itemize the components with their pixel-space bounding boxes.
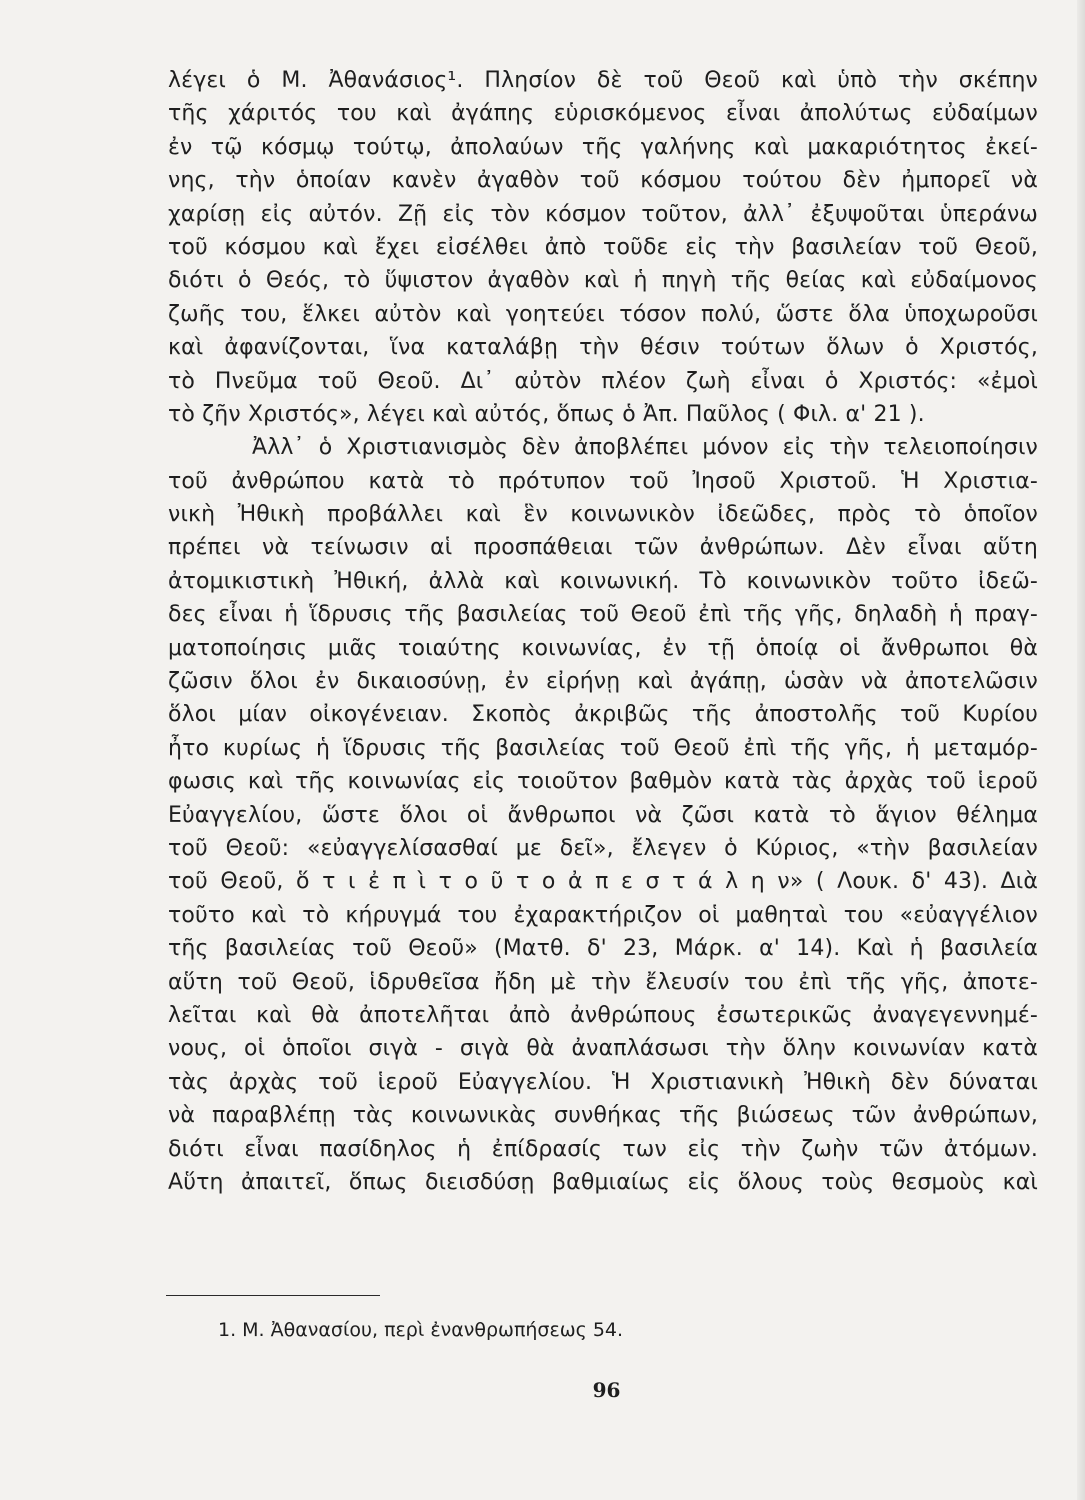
- text-line: τὸ ζῆν Χριστός», λέγει καὶ αὐτός, ὅπως ὁ Ἀπ. Παῦλος ( Φιλ. α' 21 ).: [168, 401, 925, 427]
- text-line: νους, οἱ ὁποῖοι σιγὰ - σιγὰ θὰ ἀναπλάσωσι τὴν ὅλην κοινωνίαν κατὰ: [168, 1036, 1038, 1062]
- text-line: ἀτομικιστικὴ Ἠθική, ἀλλὰ καὶ κοινωνική. Τὸ κοινωνικὸν τοῦτο ἰδεῶ-: [168, 568, 1038, 594]
- text-line: νης, τὴν ὁποίαν κανὲν ἀγαθὸν τοῦ κόσμου τούτου δὲν ἠμπορεῖ νὰ: [168, 168, 1038, 194]
- text-line: τοῦτο καὶ τὸ κήρυγμά του ἐχαρακτήριζον οἱ μαθηταὶ του «εὐαγγέλιον: [168, 902, 1038, 928]
- text-line: νικὴ Ἠθικὴ προβάλλει καὶ ἓν κοινωνικὸν ἰδεῶδες, πρὸς τὸ ὁποῖον: [168, 502, 1038, 528]
- text-line: δες εἶναι ἡ ἵδρυσις τῆς βασιλείας τοῦ Θεοῦ ἐπὶ τῆς γῆς, δηλαδὴ ἡ πραγ-: [168, 602, 1038, 628]
- text-line: ζῶσιν ὅλοι ἐν δικαιοσύνῃ, ἐν εἰρήνῃ καὶ ἀγάπῃ, ὡσὰν νὰ ἀποτελῶσιν: [168, 669, 1038, 695]
- text-line: φωσις καὶ τῆς κοινωνίας εἰς τοιοῦτον βαθμὸν κατὰ τὰς ἀρχὰς τοῦ ἱεροῦ: [168, 769, 1038, 795]
- text-line: ἐν τῷ κόσμῳ τούτῳ, ἀπολαύων τῆς γαλήνης καὶ μακαριότητος ἐκεί-: [168, 134, 1038, 160]
- text-line: ζωῆς του, ἕλκει αὐτὸν καὶ γοητεύει τόσον πολύ, ὥστε ὅλα ὑποχωροῦσι: [168, 301, 1038, 327]
- text-line: Εὐαγγελίου, ὥστε ὅλοι οἱ ἄνθρωποι νὰ ζῶσι κατὰ τὸ ἅγιον θέλημα: [168, 802, 1038, 828]
- text-line: τοῦ ἀνθρώπου κατὰ τὸ πρότυπον τοῦ Ἰησοῦ Χριστοῦ. Ἡ Χριστια-: [168, 468, 1038, 494]
- footnote-rule: [166, 1295, 380, 1296]
- text-line: τῆς χάριτός του καὶ ἀγάπης εὑρισκόμενος εἶναι ἀπολύτως εὐδαίμων: [168, 101, 1038, 127]
- body-text: [168, 64, 1038, 1199]
- text-line: ματοποίησις μιᾶς τοιαύτης κοινωνίας, ἐν τῇ ὁποίᾳ οἱ ἄνθρωποι θὰ: [168, 635, 1038, 661]
- page-edge-shadow: [1077, 0, 1085, 1500]
- text-line: διότι ὁ Θεός, τὸ ὕψιστον ἀγαθὸν καὶ ἡ πηγὴ τῆς θείας καὶ εὐδαίμονος: [168, 268, 1038, 294]
- footnote: 1. Μ. Ἀθανασίου, περὶ ἐνανθρωπήσεως 54.: [218, 1319, 624, 1341]
- text-line: πρέπει νὰ τείνωσιν αἱ προσπάθειαι τῶν ἀνθρώπων. Δὲν εἶναι αὕτη: [168, 535, 1038, 561]
- text-line: χαρίσῃ εἰς αὐτόν. Ζῇ εἰς τὸν κόσμον τοῦτον, ἀλλ᾽ ἐξυψοῦται ὑπεράνω: [168, 201, 1038, 227]
- text-line: Αὕτη ἀπαιτεῖ, ὅπως διεισδύσῃ βαθμιαίως εἰς ὅλους τοὺς θεσμοὺς καὶ: [168, 1169, 1038, 1195]
- text-line: καὶ ἀφανίζονται, ἵνα καταλάβῃ τὴν θέσιν τούτων ὅλων ὁ Χριστός,: [168, 335, 1038, 361]
- text-line: νὰ παραβλέπῃ τὰς κοινωνικὰς συνθήκας τῆς βιώσεως τῶν ἀνθρώπων,: [168, 1103, 1038, 1129]
- text-line: τοῦ Θεοῦ, ὅ τ ι ἐ π ὶ τ ο ῦ τ ο ἀ π ε σ τ ά λ η ν» ( Λουκ. δ' 43). Διὰ: [168, 869, 1038, 895]
- text-line: ὅλοι μίαν οἰκογένειαν. Σκοπὸς ἀκριβῶς τῆς ἀποστολῆς τοῦ Κυρίου: [168, 702, 1038, 728]
- text-line: τὸ Πνεῦμα τοῦ Θεοῦ. Δι᾽ αὐτὸν πλέον ζωὴ εἶναι ὁ Χριστός: «ἐμοὶ: [168, 368, 1038, 394]
- text-line: τὰς ἀρχὰς τοῦ ἱεροῦ Εὐαγγελίου. Ἡ Χριστιανικὴ Ἠθικὴ δὲν δύναται: [168, 1069, 1038, 1095]
- text-line: λέγει ὁ Μ. Ἀθανάσιος¹. Πλησίον δὲ τοῦ Θεοῦ καὶ ὑπὸ τὴν σκέπην: [168, 68, 1038, 93]
- text-line: ἦτο κυρίως ἡ ἵδρυσις τῆς βασιλείας τοῦ Θεοῦ ἐπὶ τῆς γῆς, ἡ μεταμόρ-: [168, 735, 1038, 761]
- text-line: διότι εἶναι πασίδηλος ἡ ἐπίδρασίς των εἰς τὴν ζωὴν τῶν ἀτόμων.: [168, 1136, 1038, 1162]
- text-line: λεῖται καὶ θὰ ἀποτελῆται ἀπὸ ἀνθρώπους ἐσωτερικῶς ἀναγεγεννημέ-: [168, 1002, 1038, 1028]
- text-line: τοῦ κόσμου καὶ ἔχει εἰσέλθει ἀπὸ τοῦδε εἰς τὴν βασιλείαν τοῦ Θεοῦ,: [168, 234, 1038, 260]
- text-line: τοῦ Θεοῦ: «εὐαγγελίσασθαί με δεῖ», ἔλεγεν ὁ Κύριος, «τὴν βασιλείαν: [168, 835, 1038, 861]
- text-line: αὕτη τοῦ Θεοῦ, ἱδρυθεῖσα ἤδη μὲ τὴν ἔλευσίν του ἐπὶ τῆς γῆς, ἀποτε-: [168, 969, 1038, 995]
- text-line: τῆς βασιλείας τοῦ Θεοῦ» (Ματθ. δ' 23, Μάρκ. α' 14). Καὶ ἡ βασιλεία: [168, 936, 1038, 962]
- page-number: 96: [592, 1378, 621, 1402]
- text-line: Ἀλλ᾽ ὁ Χριστιανισμὸς δὲν ἀποβλέπει μόνον εἰς τὴν τελειοποίησιν: [252, 435, 1038, 461]
